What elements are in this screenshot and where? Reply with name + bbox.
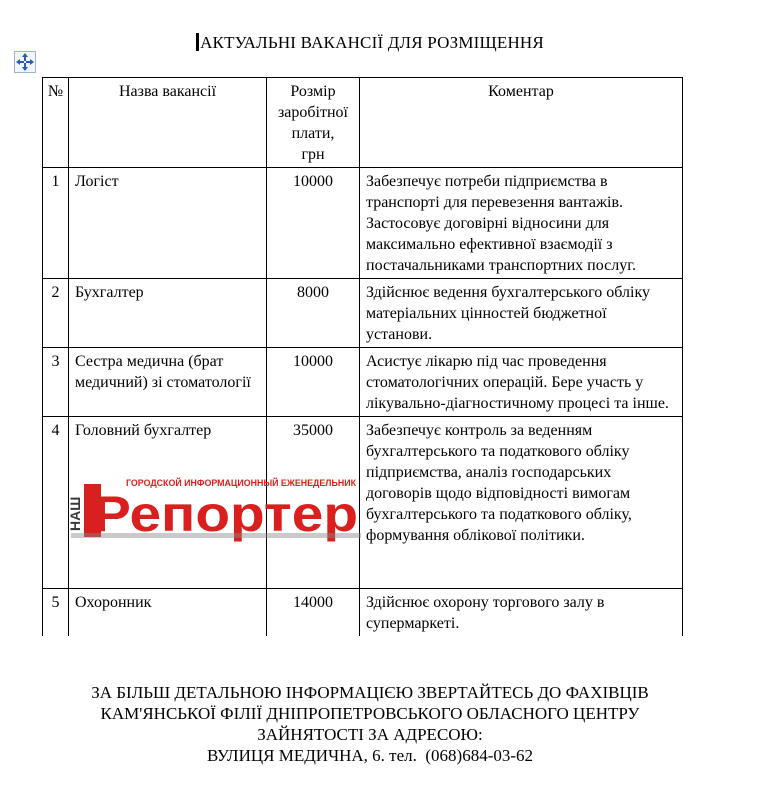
cell-name: Бухгалтер bbox=[69, 279, 267, 348]
page-title-text: АКТУАЛЬНІ ВАКАНСІЇ ДЛЯ РОЗМІЩЕННЯ bbox=[200, 33, 544, 52]
cell-num: 3 bbox=[43, 348, 69, 417]
contact-footer bbox=[0, 682, 740, 766]
footer-line: ЗАЙНЯТОСТІ ЗА АДРЕСОЮ: bbox=[257, 725, 483, 744]
cell-salary: 10000 bbox=[267, 348, 360, 417]
cell-salary: 14000 bbox=[267, 589, 360, 637]
table-row bbox=[43, 279, 683, 348]
move-arrows-icon[interactable] bbox=[14, 51, 36, 73]
cell-name: Головний бухгалтер bbox=[69, 417, 267, 589]
header-salary-line: грн bbox=[301, 146, 325, 163]
page-title bbox=[0, 33, 740, 53]
header-name: Назва вакансії bbox=[69, 78, 267, 168]
cell-num: 5 bbox=[43, 589, 69, 637]
footer-line: КАМ'ЯНСЬКОЇ ФІЛІЇ ДНІПРОПЕТРОВСЬКОГО ОБЛАСНОГО ЦЕНТРУ bbox=[100, 704, 640, 723]
cell-salary: 8000 bbox=[267, 279, 360, 348]
table-row bbox=[43, 589, 683, 637]
text-cursor bbox=[196, 33, 199, 51]
cell-comment: Здійснює ведення бухгалтерського обліку матеріальних цінностей бюджетної установи. bbox=[360, 279, 683, 348]
footer-line: ВУЛИЦЯ МЕДИЧНА, 6. тел. (068)684-03-62 bbox=[206, 746, 534, 765]
cell-comment: Асистує лікарю під час проведення стоматологічних операцій. Бере участь у лікувально-діагностичному процесі та інше. bbox=[360, 348, 683, 417]
reporter-logo bbox=[67, 473, 361, 543]
header-num: № bbox=[43, 78, 69, 168]
table-header-row bbox=[43, 78, 683, 168]
cell-name: Логіст bbox=[69, 168, 267, 279]
cell-salary: 35000 bbox=[267, 417, 360, 589]
table-row bbox=[43, 168, 683, 279]
cell-num: 1 bbox=[43, 168, 69, 279]
cell-num: 4 bbox=[43, 417, 69, 589]
cell-comment: Забезпечує контроль за веденням бухгалтерського та податкового обліку підприємства, аналіз господарських договорів щодо відповідності вимогам бухгалтерського та податкового обліку, формування облікової політики. bbox=[360, 417, 683, 589]
cell-name: Охоронник bbox=[69, 589, 267, 637]
header-salary-line: заробітної bbox=[277, 104, 348, 121]
footer-line: ЗА БІЛЬШ ДЕТАЛЬНОЮ ІНФОРМАЦІЄЮ ЗВЕРТАЙТЕСЬ ДО ФАХІВЦІВ bbox=[91, 683, 649, 702]
cell-num: 2 bbox=[43, 279, 69, 348]
cell-comment: Забезпечує потреби підприємства в транспорті для перевезення вантажів. Застосовує договірні відносини для максимально ефективної взаємодії з постачальниками транспортних послуг. bbox=[360, 168, 683, 279]
header-salary bbox=[267, 78, 360, 168]
header-salary-line: плати, bbox=[291, 125, 335, 142]
header-salary-line: Розмір bbox=[290, 83, 336, 100]
cell-salary: 10000 bbox=[267, 168, 360, 279]
logo-prefix: НАШ bbox=[67, 496, 83, 531]
table-row bbox=[43, 348, 683, 417]
cell-name: Сестра медична (брат медичний) зі стоматології bbox=[69, 348, 267, 417]
vacancies-table bbox=[42, 77, 683, 636]
logo-tagline: ГОРОДСКОЙ ИНФОРМАЦИОННЫЙ ЕЖЕНЕДЕЛЬНИК bbox=[126, 478, 360, 488]
header-comment: Коментар bbox=[360, 78, 683, 168]
cell-comment: Здійснює охорону торгового залу в супермаркеті. bbox=[360, 589, 683, 637]
logo-name: Репортер bbox=[93, 486, 358, 542]
